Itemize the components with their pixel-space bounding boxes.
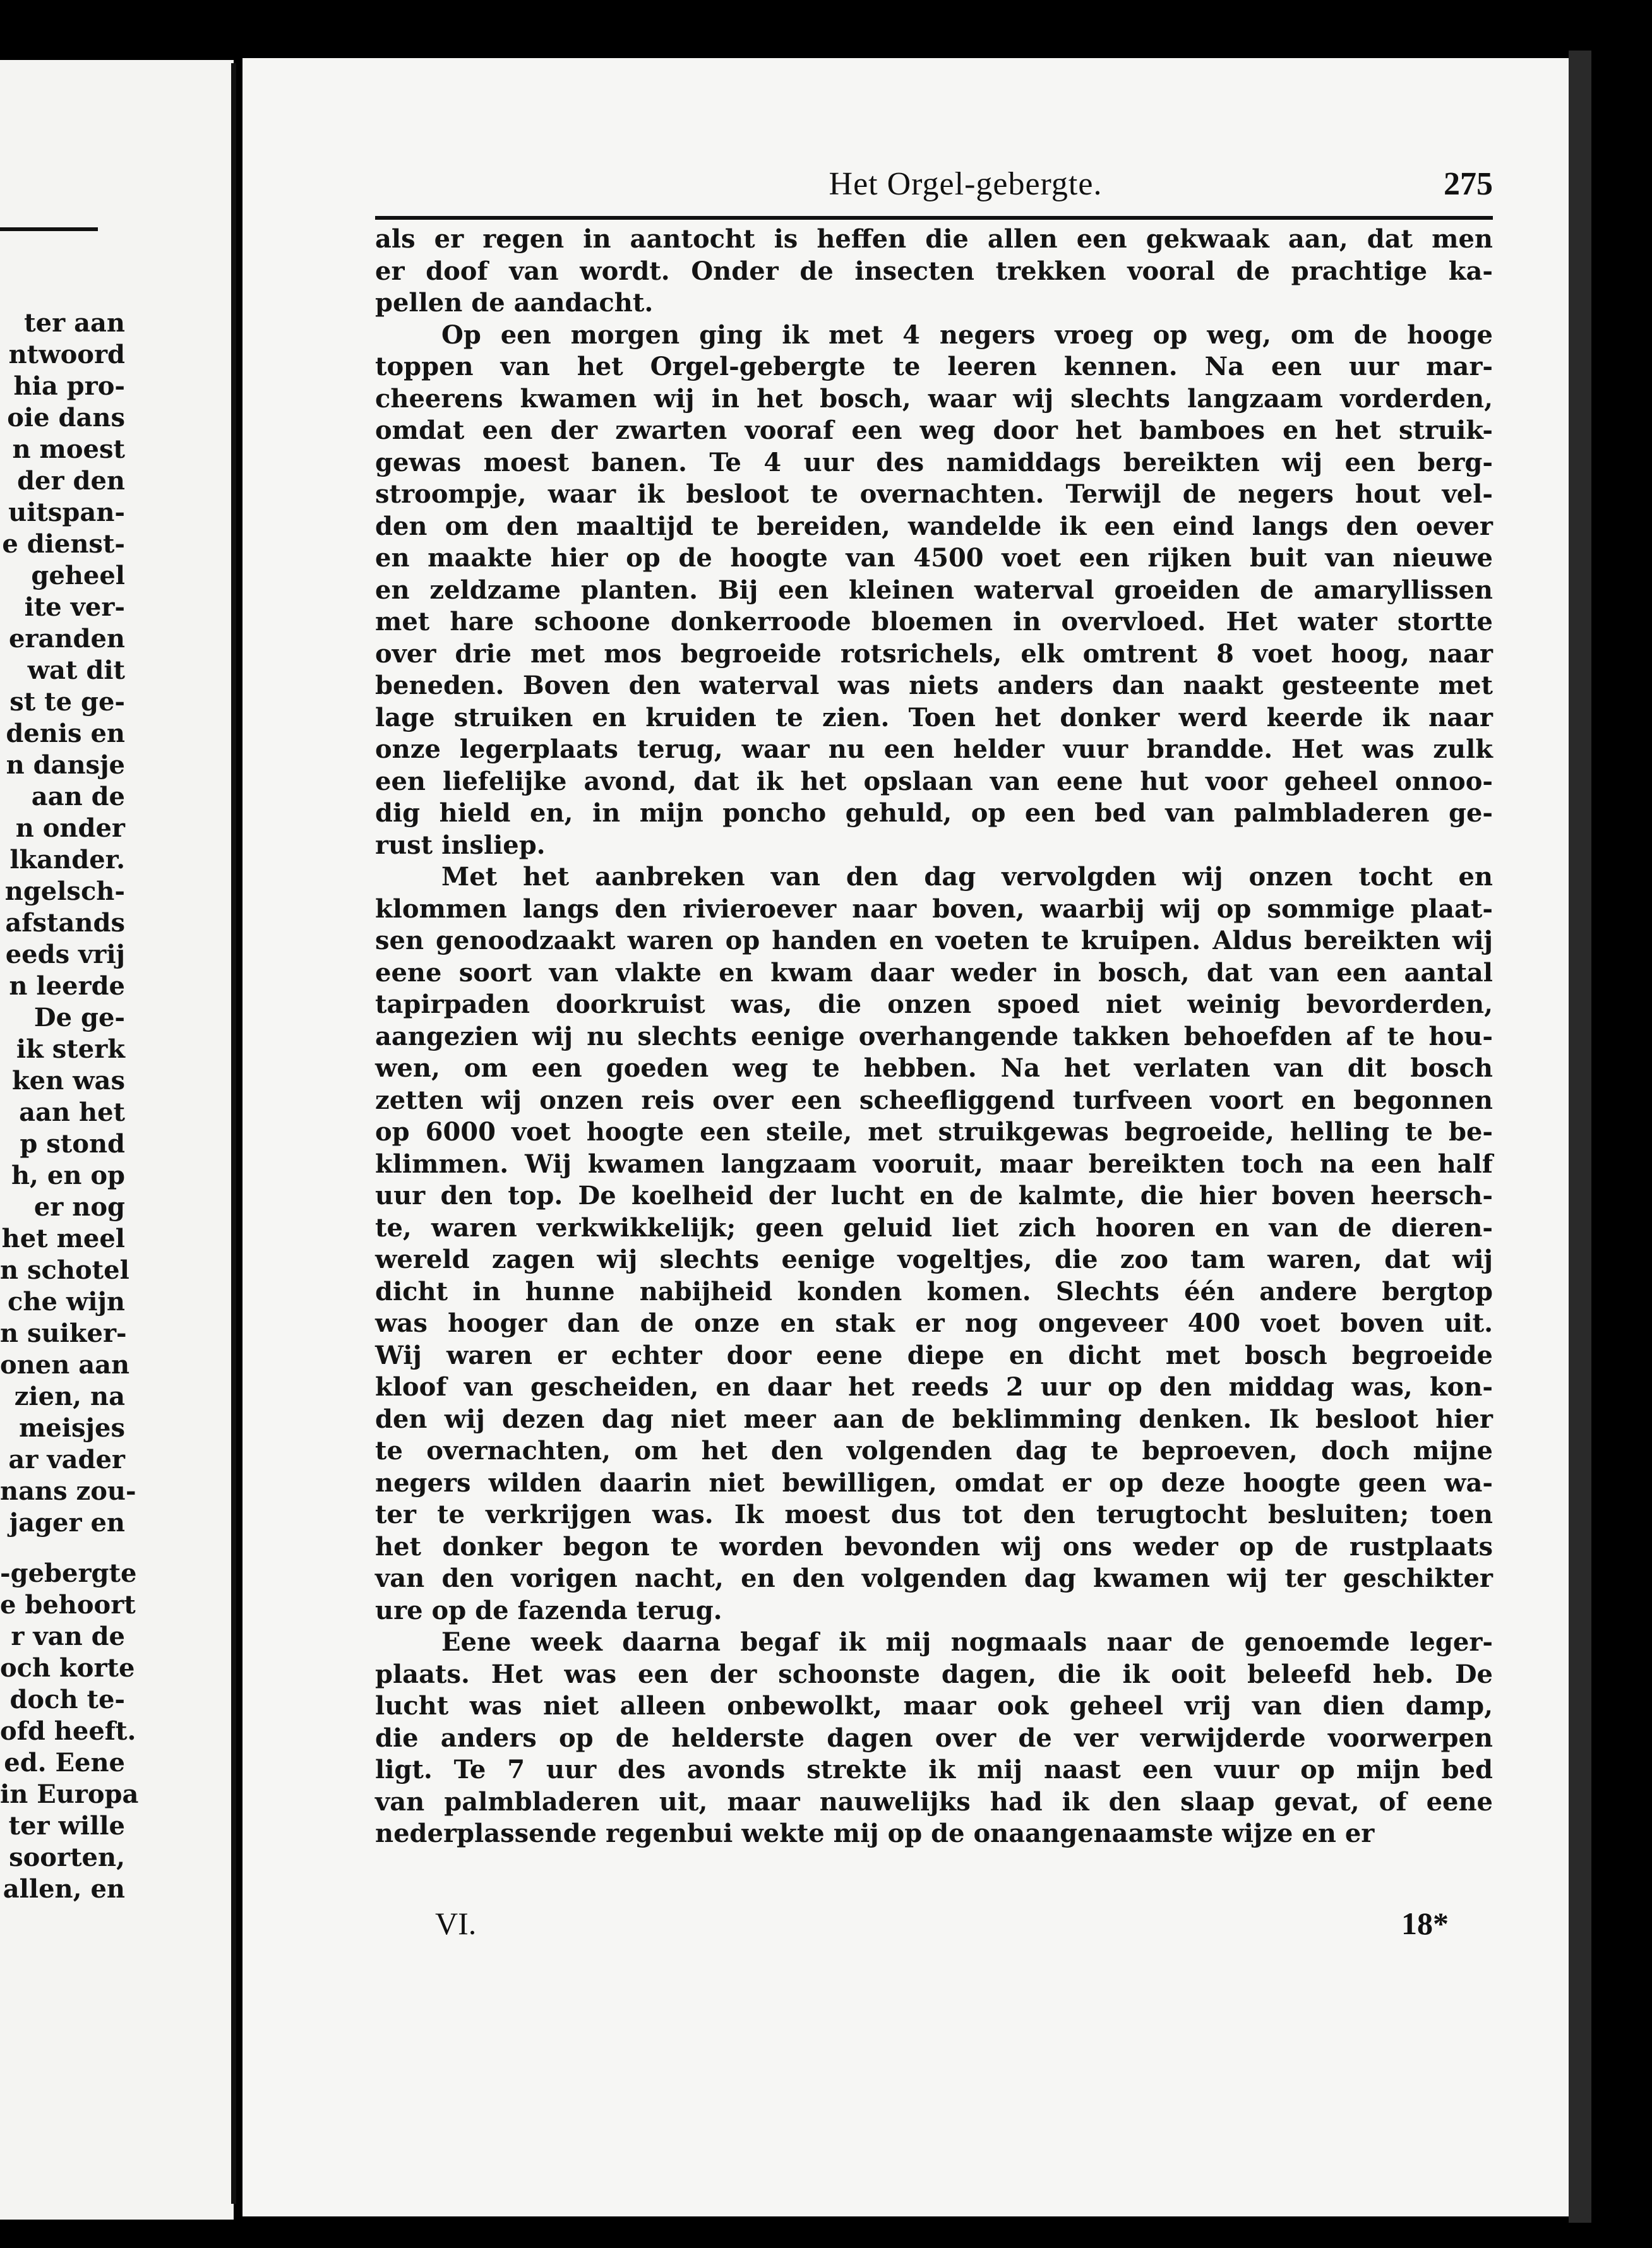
page-edge [1569,51,1591,2223]
text-line: lage struiken en kruiden te zien. Toen het donker werd keerde ik naar [375,702,1493,732]
previous-page-line: geheel [31,561,125,590]
previous-page-line: doch te- [9,1685,125,1714]
previous-page-line: ngelsch- [4,876,125,906]
previous-page-line: ntwoord [8,340,125,369]
previous-page-line: afstands [5,908,125,938]
previous-page-line: ar vader [8,1445,125,1474]
text-line: toppen van het Orgel-gebergte te leeren kennen. Na een uur mar- [375,352,1493,381]
previous-page-line: ter wille [8,1811,125,1841]
previous-page-line: onen aan [0,1350,130,1380]
previous-page-line: wat dit [27,655,125,685]
previous-page-line: ed. Eene [4,1748,125,1778]
text-line: klimmen. Wij kwamen langzaam vooruit, maar bereikten toch na een half [375,1149,1493,1179]
previous-page-line: aan het [19,1097,125,1127]
header-rule [375,216,1493,220]
text-line: plaats. Het was een der schoonste dagen, die ik ooit beleefd heb. De [375,1659,1493,1689]
text-line: Op een morgen ging ik met 4 negers vroeg op weg, om de hooge [441,320,1493,350]
previous-page-line: ofd heeft. [0,1716,136,1746]
previous-page-line: n moest [12,434,125,464]
text-line: klommen langs den rivieroever naar boven, waarbij wij op sommige plaat- [375,894,1493,924]
previous-page-line: nans zou- [0,1476,136,1506]
previous-page-line: h, en op [11,1161,125,1190]
text-line: negers wilden daarin niet bewilligen, omdat er op deze hoogte geen wa- [375,1468,1493,1498]
previous-page-fragment [0,60,234,2220]
page-number: 275 [1444,166,1493,202]
text-line: en maakte hier op de hoogte van 4500 voet een rijken buit van nieuwe [375,543,1493,573]
text-line: dicht in hunne nabijheid konden komen. Slechts één andere bergtop [375,1276,1493,1306]
text-line: ure op de fazenda terug. [375,1595,722,1625]
previous-page-line: ken was [11,1066,125,1096]
text-line: stroompje, waar ik besloot te overnachten. Terwijl de negers hout vel- [375,479,1493,509]
text-line: den wij dezen dag niet meer aan de beklimming denken. Ik besloot hier [375,1404,1493,1434]
text-line: als er regen in aantocht is heffen die allen een gekwaak aan, dat men [375,224,1493,254]
previous-page-line: in Europa [0,1779,139,1809]
previous-page-line: -gebergte [0,1558,137,1588]
previous-page-line: och korte [0,1653,135,1683]
text-line: sen genoodzaakt waren op handen en voeten te kruipen. Aldus bereikten wij [375,926,1493,955]
previous-page-line: oie dans [7,403,125,433]
text-line: een liefelijke avond, dat ik het opslaan van eene hut voor geheel onnoo- [375,766,1493,796]
previous-page-line: n onder [15,813,125,843]
text-line: den om den maaltijd te bereiden, wandelde ik een eind langs den oever [375,511,1493,541]
text-line: er doof van wordt. Onder de insecten trekken vooral de prachtige ka- [375,256,1493,286]
text-line: ligt. Te 7 uur des avonds strekte ik mij naast een vuur op mijn bed [375,1755,1493,1785]
previous-page-line: r van de [11,1622,125,1651]
book-gutter [231,63,236,2204]
previous-page-line: zien, na [14,1382,125,1411]
text-line: aangezien wij nu slechts eenige overhangende takken behoefden af te hou- [375,1021,1493,1051]
sheet-mark: 18* [1401,1906,1449,1941]
previous-page-line: eranden [8,624,125,654]
text-line: cheerens kwamen wij in het bosch, waar wij slechts langzaam vorderden, [375,383,1493,414]
text-line: te overnachten, om het den volgenden dag te beproeven, doch mijne [375,1436,1493,1466]
previous-page-line: st te ge- [9,687,125,717]
previous-page-line: der den [17,466,125,496]
text-line: kloof van gescheiden, en daar het reeds 2 uur op den middag was, kon- [375,1372,1493,1402]
text-line: die anders op de helderste dagen over de ver verwijderde voorwerpen [375,1723,1493,1753]
text-line: Wij waren er echter door eene diepe en dicht met bosch begroeide [375,1340,1493,1370]
previous-page-line: ter aan [24,308,125,338]
previous-page-text [0,308,139,1905]
text-line: omdat een der zwarten vooraf een weg door het bamboes en het struik- [375,416,1493,445]
text-line: op 6000 voet hoogte een steile, met struikgewas begroeide, helling te be- [375,1117,1493,1147]
previous-page-line: De ge- [33,1003,125,1032]
previous-page-line: eeds vrij [5,940,125,969]
previous-page-line: e behoort [0,1590,136,1620]
text-line: over drie met mos begroeide rotsrichels, elk omtrent 8 voet hoog, naar [375,638,1493,669]
previous-page-line: n suiker- [0,1318,127,1348]
previous-page-line: soorten, [9,1843,125,1872]
text-line: dig hield en, in mijn poncho gehuld, op een bed van palmbladeren ge- [375,798,1493,828]
text-line: en zeldzame planten. Bij een kleinen waterval groeiden de amaryllissen [375,575,1493,605]
text-line: rust insliep. [375,830,546,860]
previous-page-line: denis en [6,719,125,748]
text-line: nederplassende regenbui wekte mij op de onaangenaamste wijze en er [375,1819,1375,1848]
previous-page-line: n schotel [0,1255,129,1285]
previous-page-line: aan de [31,782,125,811]
previous-page-line: ite ver- [24,592,125,622]
previous-page-line: meisjes [19,1413,125,1443]
text-line: eene soort van vlakte en kwam daar weder in bosch, dat van een aantal [375,957,1493,988]
text-line: pellen de aandacht. [375,288,654,318]
signature-mark: VI. [435,1906,477,1941]
previous-page-line: uitspan- [8,498,125,527]
book-page [242,58,1569,2216]
text-line: ter te verkrijgen was. Ik moest dus tot den terugtocht besluiten; toen [375,1500,1493,1529]
text-line: beneden. Boven den waterval was niets anders dan naakt gesteente met [375,671,1493,700]
previous-page-line: e dienst- [2,529,125,559]
text-line: wereld zagen wij slechts eenige vogeltjes, die zoo tam waren, dat wij [375,1245,1493,1274]
text-line: het donker begon te worden bevonden wij ons weder op de rustplaats [375,1531,1493,1562]
page-header [375,165,1493,210]
text-line: uur den top. De koelheid der lucht en de kalmte, die hier boven heersch- [375,1181,1493,1211]
text-line: gewas moest banen. Te 4 uur des namiddags bereikten wij een berg- [375,447,1493,477]
text-line: wen, om een goeden weg te hebben. Na het verlaten van dit bosch [375,1053,1493,1083]
text-line: met hare schoone donkerroode bloemen in overvloed. Het water stortte [375,607,1493,637]
previous-page-line: hia pro- [13,371,125,401]
text-line: Met het aanbreken van den dag vervolgden wij onzen tocht en [441,862,1493,892]
previous-page-line: n dansje [6,750,125,780]
text-line: was hooger dan de onze en stak er nog ongeveer 400 voet boven uit. [375,1308,1493,1338]
text-line: Eene week daarna begaf ik mij nogmaals naar de genoemde leger- [441,1627,1493,1657]
text-line: tapirpaden doorkruist was, die onzen spoed niet weinig bevorderden, [375,989,1493,1019]
previous-page-line: n leerde [9,971,125,1001]
text-line: van den vorigen nacht, en den volgenden dag kwamen wij ter geschikter [375,1563,1493,1593]
text-line: te, waren verkwikkelijk; geen geluid liet zich hooren en van de dieren- [375,1212,1493,1243]
previous-page-line: jager en [9,1508,125,1538]
previous-page-line: che wijn [8,1287,125,1317]
body-text [375,224,1493,1850]
text-line: lucht was niet alleen onbewolkt, maar ook geheel vrij van dien damp, [375,1691,1493,1721]
previous-page-line: ik sterk [16,1034,125,1064]
previous-page-header-rule [0,227,98,231]
text-line: van palmbladeren uit, maar nauwelijks had ik den slaap gevat, of eene [375,1786,1493,1817]
previous-page-line: het meel [1,1224,125,1253]
previous-page-line: p stond [20,1129,125,1159]
running-title: Het Orgel-gebergte. [829,166,1103,202]
page-footer [375,1905,1493,1943]
text-line: zetten wij onzen reis over een scheefliggend turfveen voort en begonnen [375,1085,1493,1115]
previous-page-line: allen, en [3,1874,125,1904]
previous-page-line: er nog [33,1192,125,1222]
text-line: onze legerplaats terug, waar nu een helder vuur brandde. Het was zulk [375,734,1493,764]
previous-page-line: lkander. [9,845,125,875]
